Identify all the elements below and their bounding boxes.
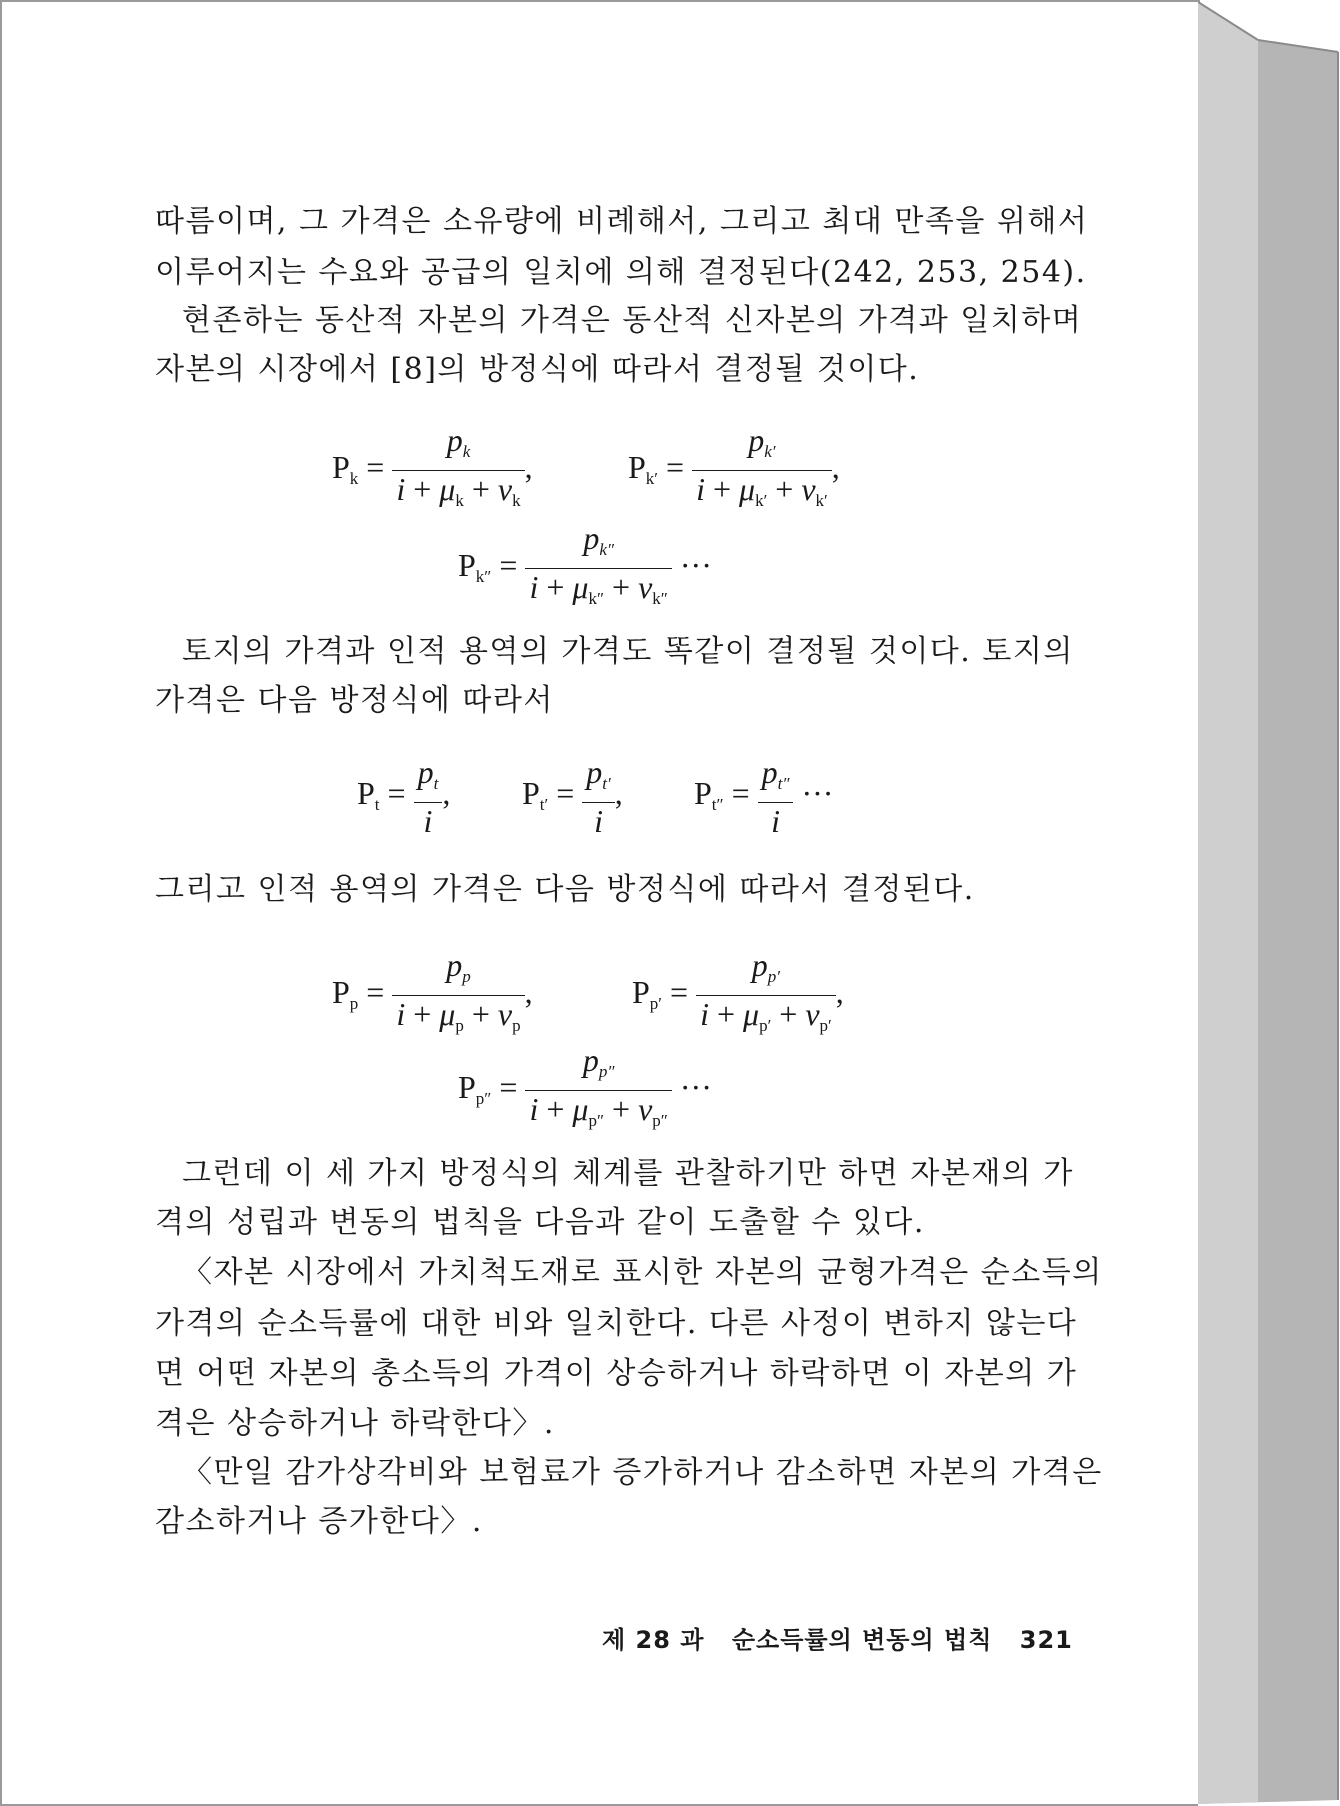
equation-land-t-prime: $P_{t'}$ = $\frac{p_{t'}}{i}$ , xyxy=(522,754,623,839)
text-line: 가격은 다음 방정식에 따라서 xyxy=(155,683,554,718)
equation-capital-k-prime: $P_{k'}$ = $\frac{p_{k'}}{i + \mu_{k'} + \nu_{k'}}$ , xyxy=(628,422,840,510)
text-line: 격의 성립과 변동의 법칙을 다음과 같이 도출할 수 있다. xyxy=(155,1205,925,1240)
text-line: 토지의 가격과 인적 용역의 가격도 똑같이 결정될 것이다. 토지의 xyxy=(182,634,1074,669)
text-line: 면 어떤 자본의 총소득의 가격이 상승하거나 하락하면 이 자본의 가 xyxy=(155,1356,1078,1391)
equation-personal-p-prime: $P_{p'}$ = $\frac{p_{p'}}{i + \mu_{p'} + \nu_{p'}}$ , xyxy=(632,947,844,1035)
equation-capital-k: $P_k$ = $\frac{p_k}{i + \mu_k + \nu_k}$ , xyxy=(332,422,533,510)
equation-land-t-double-prime: $P_{t''}$ = $\frac{p_{t''}}{i}$ ··· xyxy=(694,754,834,839)
equation-capital-k-double-prime: $P_{k''}$ = $\frac{p_{k''}}{i + \mu_{k''} + \nu_{k''}}$ ··· xyxy=(458,520,712,608)
equation-personal-p-double-prime: $P_{p''}$ = $\frac{p_{p''}}{i + \mu_{p''} + \nu_{p''}}$ ··· xyxy=(458,1042,712,1130)
equation-land-t: $P_t$ = $\frac{p_t}{i}$ , xyxy=(357,754,451,839)
text-line: 〈자본 시장에서 가치척도재로 표시한 자본의 균형가격은 순소득의 xyxy=(182,1255,1103,1290)
text-line: 그런데 이 세 가지 방정식의 체계를 관찰하기만 하면 자본재의 가 xyxy=(182,1156,1074,1191)
text-line: 현존하는 동산적 자본의 가격은 동산적 신자본의 가격과 일치하며 xyxy=(182,303,1083,338)
text-line: 감소하거나 증가한다〉. xyxy=(155,1504,483,1539)
text-line: 이루어지는 수요와 공급의 일치에 의해 결정된다(242, 253, 254). xyxy=(155,255,1087,290)
text-line: 〈만일 감가상각비와 보험료가 증가하거나 감소하면 자본의 가격은 xyxy=(182,1455,1103,1490)
text-line: 자본의 시장에서 [8]의 방정식에 따라서 결정될 것이다. xyxy=(155,352,920,387)
text-line: 그리고 인적 용역의 가격은 다음 방정식에 따라서 결정된다. xyxy=(155,872,975,907)
footer-chapter: 제 28 과 xyxy=(602,1626,705,1654)
equation-personal-p: $P_p$ = $\frac{p_p}{i + \mu_p + \nu_p}$ , xyxy=(332,947,533,1035)
book-edge xyxy=(1198,0,1340,1806)
page-footer xyxy=(602,1620,1073,1655)
text-line: 가격의 순소득률에 대한 비와 일치한다. 다른 사정이 변하지 않는다 xyxy=(155,1306,1078,1341)
page-number: 321 xyxy=(1019,1626,1073,1654)
text-line: 따름이며, 그 가격은 소유량에 비례해서, 그리고 최대 만족을 위해서 xyxy=(155,204,1089,239)
footer-title: 순소득률의 변동의 법칙 xyxy=(731,1626,993,1654)
text-line: 격은 상승하거나 하락한다〉. xyxy=(155,1406,555,1441)
